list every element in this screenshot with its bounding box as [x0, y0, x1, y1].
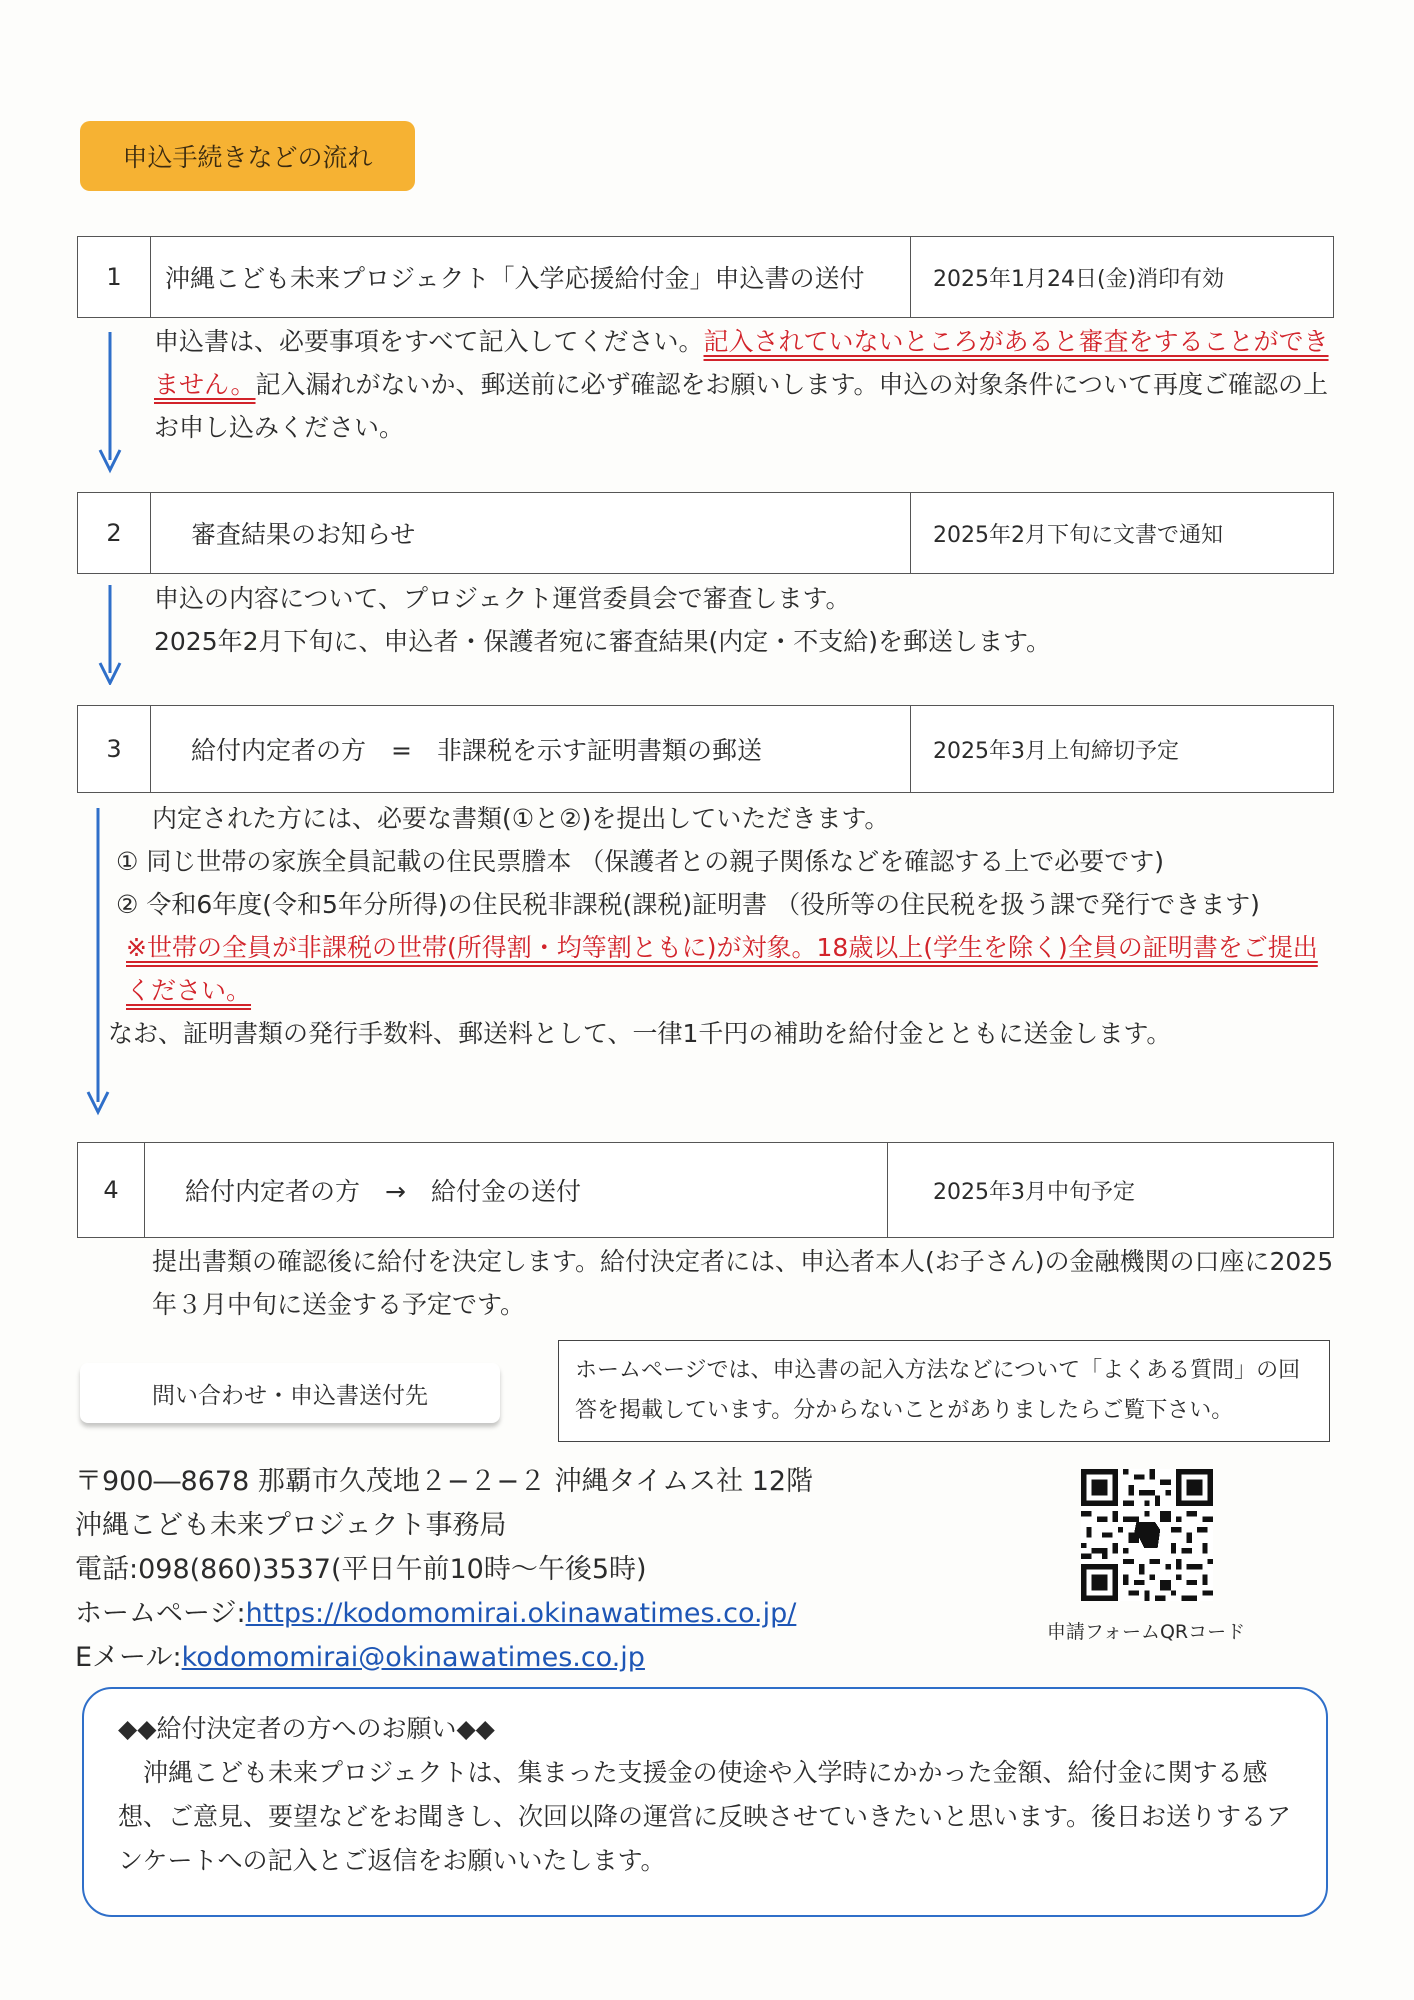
phone: 電話:098(860)3537(平日午前10時～午後5時)	[75, 1554, 647, 1585]
step-2-body	[154, 577, 1334, 663]
email-label: Eメール:	[75, 1642, 182, 1673]
homepage-row	[75, 1592, 813, 1636]
step-title: 沖縄こども未来プロジェクト「入学応援給付金」申込書の送付	[151, 237, 911, 317]
contact-info	[75, 1460, 813, 1680]
step-4-box	[77, 1142, 1334, 1238]
warning-text: 記入されていないところがあると審査をすることができません。	[154, 327, 1329, 399]
step-date: 2025年2月下旬に文書で通知	[933, 522, 1223, 548]
step-date: 2025年3月上旬締切予定	[933, 738, 1179, 764]
step-3-intro: 内定された方には、必要な書類(①と②)を提出していただきます。	[152, 804, 890, 833]
notice-body: 沖縄こども未来プロジェクトは、集まった支援金の使途や入学時にかかった金額、給付金に関する感想、ご意見、要望などをお聞きし、次回以降の運営に反映させていきたいと思います。後日お送りするアンケートへの記入とご返信をお願いいたします。	[118, 1758, 1292, 1875]
section-header-tag: 申込手続きなどの流れ	[80, 121, 415, 191]
step-3-body	[108, 797, 1336, 1055]
qr-code-label: 申請フォームQRコード	[1046, 1621, 1246, 1643]
email-link[interactable]: kodomomirai@okinawatimes.co.jp	[181, 1642, 645, 1673]
notice-box	[82, 1687, 1328, 1917]
step-1-text: 申込書は、必要事項をすべて記入してください。	[154, 327, 704, 356]
office-name: 沖縄こども未来プロジェクト事務局	[75, 1510, 507, 1541]
step-number: 1	[78, 237, 151, 317]
step-date: 2025年1月24日(金)消印有効	[933, 266, 1225, 292]
homepage-link[interactable]: https://kodomomirai.okinawatimes.co.jp/	[245, 1598, 797, 1629]
step-title: 給付内定者の方 → 給付金の送付	[145, 1143, 888, 1237]
step-number: 3	[78, 706, 151, 792]
faq-note-box: ホームページでは、申込書の記入方法などについて「よくある質問」の回答を掲載しています。分からないことがありましたらご覧下さい。	[558, 1340, 1330, 1442]
down-arrow-icon	[97, 585, 123, 685]
step-1-text-b: 記入漏れがないか、郵送前に必ず確認をお願いします。申込の対象条件について再度ご確認の上お申し込みください。	[154, 370, 1329, 442]
qr-code-icon[interactable]	[1081, 1469, 1213, 1601]
step-2-line: 2025年2月下旬に、申込者・保護者宛に審査結果(内定・不支給)を郵送します。	[154, 627, 1052, 656]
step-3-box	[77, 705, 1334, 793]
address: 〒900―8678 那覇市久茂地２−２−２ 沖縄タイムス社 12階	[75, 1466, 814, 1497]
down-arrow-icon	[85, 808, 111, 1116]
step-title: 審査結果のお知らせ	[151, 493, 911, 573]
step-number: 2	[78, 493, 151, 573]
notice-title: ◆◆給付決定者の方へのお願い◆◆	[118, 1714, 495, 1743]
document-item-2: ② 令和6年度(令和5年分所得)の住民税非課税(課税)証明書 （役所等の住民税を扱う課で発行できます)	[116, 890, 1260, 919]
step-number: 4	[78, 1143, 145, 1237]
warning-text: ※世帯の全員が非課税の世帯(所得割・均等割ともに)が対象。18歳以上(学生を除く)全員の証明書をご提出ください。	[126, 933, 1318, 1005]
document-item-1: ① 同じ世帯の家族全員記載の住民票謄本 （保護者との親子関係などを確認する上で必要です)	[116, 847, 1165, 876]
step-2-line: 申込の内容について、プロジェクト運営委員会で審査します。	[154, 584, 851, 613]
step-title: 給付内定者の方 = 非課税を示す証明書類の郵送	[151, 706, 911, 792]
homepage-label: ホームページ:	[75, 1598, 246, 1629]
step-1-body	[154, 320, 1334, 449]
step-1-box	[77, 236, 1334, 318]
down-arrow-icon	[97, 332, 123, 474]
contact-tag: 問い合わせ・申込書送付先	[80, 1363, 500, 1423]
email-row	[75, 1636, 813, 1680]
step-3-note: なお、証明書類の発行手数料、郵送料として、一律1千円の補助を給付金とともに送金します。	[108, 1019, 1172, 1048]
step-2-box	[77, 492, 1334, 574]
step-4-body: 提出書類の確認後に給付を決定します。給付決定者には、申込者本人(お子さん)の金融機関の口座に2025年３月中旬に送金する予定です。	[152, 1247, 1334, 1319]
step-date: 2025年3月中旬予定	[933, 1179, 1135, 1205]
